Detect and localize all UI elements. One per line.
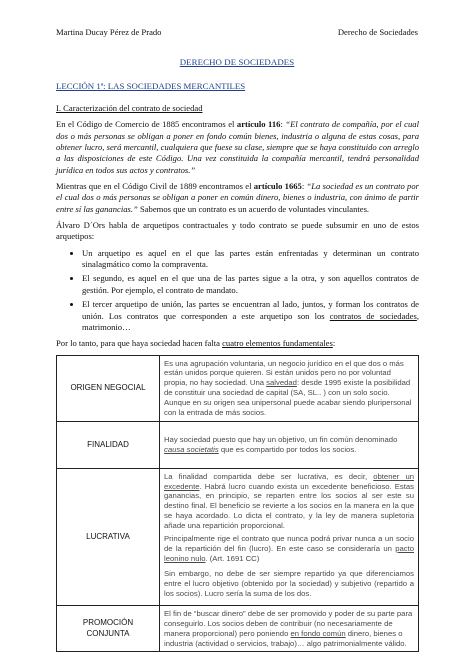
text-span: El fin de “buscar dinero” debe de ser promovido y poder de su parte para conseguirlo. Los socios deben de contribuir (no necesariamente de manera proporcional) pero poniendo <box>164 609 413 638</box>
text-span: . (Art. 1691 CC) <box>205 553 260 563</box>
article-quote: “La sociedad es un contrato por el cual dos o más personas se obligan a poner en común dinero, bienes o industria, con ánimo de partir entre sí las ganancias.” <box>56 181 419 214</box>
underlined-term: contratos de sociedades <box>329 310 417 321</box>
text-span: dinero, bienes o industria (actividad o servicios, trabajo)… algo patrimonialmente válido. <box>164 628 407 648</box>
text-span: Principalmente rige el contrato que nunca podrá privar nunca a un socio de la repartición del fin (lucro). En este caso se consideraría un <box>164 533 414 553</box>
document-body <box>56 103 419 652</box>
section-heading: I. Caracterización del contrato de sociedad <box>56 103 203 113</box>
list-item <box>82 273 419 296</box>
text-span: Mientras que en el Código Civil de 1889 encontramos el <box>56 181 254 192</box>
row-description <box>160 606 419 652</box>
row-label: FINALIDAD <box>57 421 160 468</box>
document-title: DERECHO DE SOCIEDADES <box>179 57 295 67</box>
article-quote: “El contrato de compañía, por el cual dos o más personas se obligan a poner en fondo común bienes, industria o alguna de estas cosas, para obtener lucro, será mercantil, cualquiera que fuese su clase, siempre que se haya constituido con arreglo a las disposiciones de este Código. Una vez constituida la compañía mercantil, tendrá personalidad jurídica en todos sus actos y contratos.” <box>56 119 419 175</box>
text-span: : <box>332 338 336 349</box>
row-label: ORIGEN NEGOCIAL <box>57 355 160 421</box>
table-row <box>57 468 419 605</box>
text-span: Por lo tanto, para que haya sociedad hacen falta <box>56 338 223 349</box>
list-item-text: El segundo, es aquel en el que una de las partes sigue a la otra, y son aquellos contratos de gestión. Por ejemplo, el contrato de mandato. <box>82 273 419 295</box>
elements-table <box>56 355 419 653</box>
list-item-text: , matrimonio… <box>82 310 419 332</box>
text-span: La finalidad compartida debe ser lucrativa, es decir, <box>164 471 374 481</box>
archetype-list <box>56 248 419 333</box>
paragraph-civil-code <box>56 181 419 215</box>
text-span: : <box>280 119 286 130</box>
list-item <box>82 248 419 271</box>
header-author: Martina Ducay Pérez de Prado <box>56 27 162 37</box>
text-span: que es compartido por todos los socios. <box>218 444 357 454</box>
text-span: Sabemos que un contrato es un acuerdo de voluntades vinculantes. <box>137 203 370 214</box>
row-description <box>160 421 419 468</box>
list-item-text: El tercer arquetipo de unión, las partes se encuentran al lado, juntos, y forman los contratos de unión. Los contratos que corresponden a este arquetipo son los <box>82 299 419 321</box>
underlined-term: salvedad <box>266 378 297 388</box>
text-span: : desde 1995 existe la posibilidad de constituir una sociedad de capital (SA, SL.. ) con un solo socio. Aunque en su origen sea unipersonal puede acabar siendo pluripersonal con la entrada de más socios. <box>164 378 412 417</box>
underlined-term: pacto leonino nulo <box>164 543 414 563</box>
text-span: . Habrá lucro cuando exista un excedente beneficioso. Estas ganancias, en principio, se reparten entre los socios al ser este su destino final. El beneficio se revierte a los socios en la manera en la que se haya acordado. Lo dicta el contrato, y la ley de manera supletoria añade una repartición proporcional. <box>164 481 414 530</box>
article-reference: artículo 116 <box>236 119 281 130</box>
article-reference: artículo 1665 <box>253 181 302 192</box>
table-row <box>57 421 419 468</box>
row-label: LUCRATIVA <box>57 468 160 605</box>
underlined-term: en fondo común <box>290 628 346 638</box>
paragraph-elements-intro <box>56 338 419 349</box>
page-header <box>56 27 418 38</box>
text-paragraph: Sin embargo, no debe de ser siempre repartido ya que diferenciamos entre el lucro objetivo (obtenido por la sociedad) y subjetivo (repartido a los socios). Lucro sería la suma de los dos. <box>164 569 414 599</box>
table-row <box>57 355 419 421</box>
row-description <box>160 468 419 605</box>
latin-term: causa societatis <box>164 444 219 454</box>
row-description <box>160 355 419 421</box>
underlined-term: cuatro elementos fundamentales <box>222 338 333 349</box>
list-item-text: Un arquetipo es aquel en el que las partes están enfrentadas y determinan un contrato sinalagmático como la compraventa. <box>82 247 419 270</box>
text-paragraph <box>164 472 414 531</box>
paragraph-code-of-commerce <box>56 119 419 176</box>
text-span: Es una agrupación voluntaria, un negocio jurídico en el que dos o más están unidos porque quieren. Si están unidos pero no por voluntad propia, no hay sociedad. Una <box>164 358 404 388</box>
list-item <box>82 299 419 333</box>
text-paragraph <box>164 534 414 564</box>
table-row <box>57 606 419 652</box>
text-span: En el Código de Comercio de 1885 encontramos el <box>56 119 237 130</box>
row-label: PROMOCIÓN CONJUNTA <box>57 606 160 652</box>
text-span: Hay sociedad puesto que hay un objetivo, un fin común denominado <box>164 434 398 444</box>
underlined-term: obtener un excedente <box>164 471 414 491</box>
paragraph-archetypes: Álvaro D´Ors habla de arquetipos contractuales y todo contrato se puede subsumir en uno de estos arquetipos: <box>56 220 419 242</box>
text-span: : <box>301 181 307 192</box>
header-subject: Derecho de Sociedades <box>337 27 418 37</box>
lesson-heading: LECCIÓN 1ª: LAS SOCIEDADES MERCANTILES <box>56 81 246 91</box>
